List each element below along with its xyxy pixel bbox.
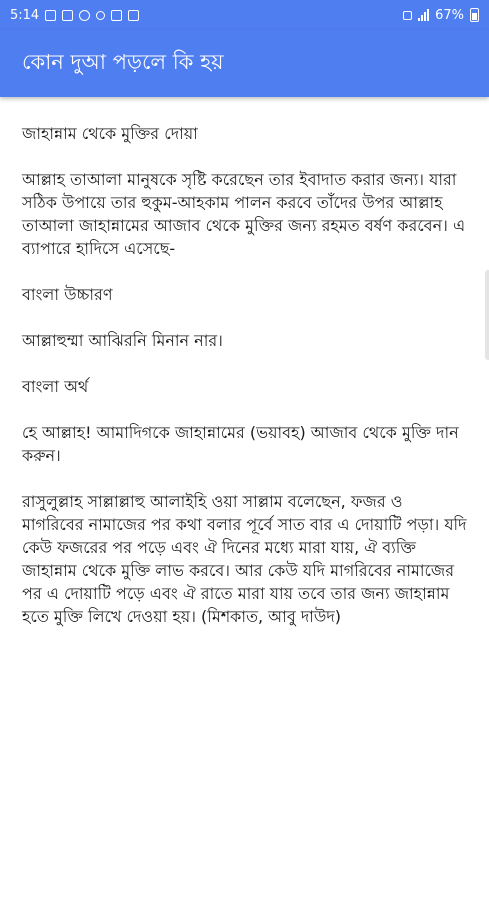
bag-icon xyxy=(111,10,122,21)
snapchat-icon xyxy=(96,11,105,20)
hadith-paragraph: রাসুলুল্লাহ সাল্লাল্লাহু আলাইহি ওয়া সাল্লাম বলেছেন, ফজর ও মাগরিবের নামাজের পর কথা বলার পূর্বে সাত বার এ দোয়াটি পড়া। যদি কেউ ফজরের পর পড়ে এবং ঐ দিনের মধ্যে মারা যায়, ঐ ব্যক্তি জাহান্নাম থেকে মুক্তি লাভ করবে। আর কেউ যদি মাগরিবের নামাজের পর এ দোয়াটি পড়ে এবং ঐ রাতে মারা যায় তবে তার জন্য জাহান্নাম হতে মুক্তি লিখে দেওয়া হয়। (মিশকাত, আবু দাউদ) xyxy=(22,492,467,626)
article-title: জাহান্নাম থেকে মুক্তির দোয়া xyxy=(22,124,198,143)
status-bar xyxy=(0,0,489,30)
app-title: কোন দুআ পড়লে কি হয় xyxy=(22,50,224,74)
app-bar xyxy=(0,30,489,97)
instagram-icon xyxy=(79,10,90,21)
pronunciation-text: আল্লাহুম্মা আঝিরনি মিনান নার। xyxy=(22,331,223,350)
meaning-heading: বাংলা অর্থ xyxy=(22,377,89,396)
facebook-icon xyxy=(45,10,56,21)
status-bar-left xyxy=(10,8,139,23)
battery-icon xyxy=(470,8,479,22)
clock: 5:14 xyxy=(10,7,40,23)
status-bar-right xyxy=(403,8,479,23)
signal-icon xyxy=(418,9,429,21)
battery-percent: 67% xyxy=(435,7,464,23)
pronunciation-heading: বাংলা উচ্চারণ xyxy=(22,285,113,304)
meaning-text: হে আল্লাহ! আমাদিগকে জাহান্নামের (ভয়াবহ) আজাব থেকে মুক্তি দান করুন। xyxy=(22,423,459,465)
intro-paragraph: আল্লাহ তাআলা মানুষকে সৃষ্টি করেছেন তার ইবাদাত করার জন্য। যারা সঠিক উপায়ে তার হুকুম-আহকাম পালন করবে তাঁদের উপর আল্লাহ তাআলা জাহান্নামের আজাব থেকে মুক্তির জন্য রহমত বর্ষণ করবেন। এ ব্যাপারে হাদিসে এসেছে- xyxy=(22,170,466,258)
network-icon xyxy=(403,11,412,20)
image-icon xyxy=(128,10,139,21)
book-icon xyxy=(62,10,73,21)
article-content xyxy=(22,97,467,628)
scroll-indicator[interactable] xyxy=(485,270,489,360)
